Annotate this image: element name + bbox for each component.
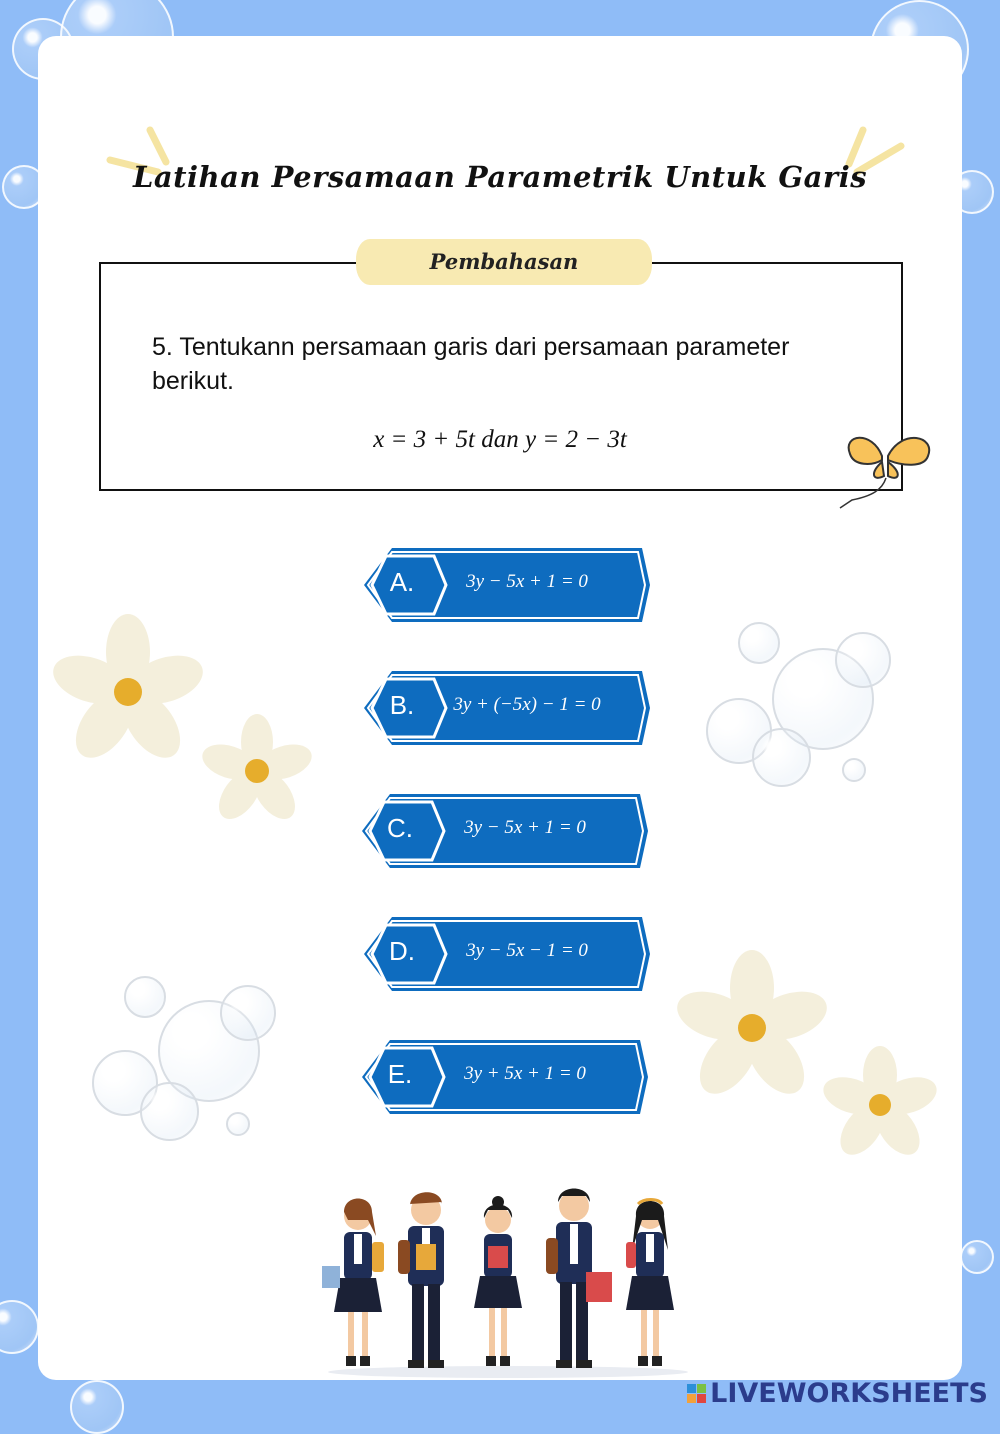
- question-formula: x = 3 + 5t dan y = 2 − 3t: [373, 426, 627, 453]
- liveworksheets-logo-icon: [687, 1384, 706, 1403]
- option-letter: E.: [387, 1059, 413, 1089]
- bubble-decoration: [0, 1300, 39, 1354]
- bubble-decoration: [70, 1380, 124, 1434]
- option-d-button[interactable]: [362, 915, 652, 993]
- bubble-decoration: [842, 758, 866, 782]
- bubble-decoration: [738, 622, 780, 664]
- student-figure: [546, 1189, 612, 1369]
- bubble-decoration: [960, 1240, 994, 1274]
- logo-text: LIVEWORKSHEETS: [710, 1378, 988, 1409]
- option-equation: 3y − 5x + 1 = 0: [466, 571, 588, 592]
- option-a-button[interactable]: [362, 546, 652, 624]
- question-text: 5. Tentukann persamaan garis dari persamaan parameter berikut.: [152, 333, 790, 395]
- student-figure: [398, 1192, 444, 1368]
- bubble-decoration: [752, 728, 811, 787]
- bubble-decoration: [220, 985, 276, 1041]
- option-b-button[interactable]: [362, 669, 652, 747]
- daisy-flower-icon: [820, 1045, 940, 1165]
- bubble-decoration: [124, 976, 166, 1018]
- option-letter: A.: [389, 567, 415, 597]
- option-equation: 3y − 5x − 1 = 0: [466, 940, 588, 961]
- student-figure: [322, 1199, 384, 1367]
- option-e-button[interactable]: [360, 1038, 650, 1116]
- option-letter: C.: [387, 813, 413, 843]
- section-label: Pembahasan: [356, 239, 652, 285]
- option-letter: D.: [389, 936, 415, 966]
- butterfly-icon: [832, 420, 947, 520]
- daisy-flower-icon: [672, 948, 832, 1108]
- bubble-decoration: [226, 1112, 250, 1136]
- option-equation: 3y − 5x + 1 = 0: [464, 817, 586, 838]
- student-figure: [626, 1200, 674, 1367]
- students-illustration: [318, 1180, 698, 1380]
- bubble-decoration: [835, 632, 891, 688]
- student-figure: [474, 1196, 522, 1366]
- page-title: Latihan Persamaan Parametrik Untuk Garis: [132, 160, 868, 194]
- option-equation: 3y + (−5x) − 1 = 0: [453, 694, 601, 715]
- daisy-flower-icon: [198, 712, 316, 830]
- daisy-flower-icon: [48, 612, 208, 772]
- option-equation: 3y + 5x + 1 = 0: [464, 1063, 586, 1084]
- liveworksheets-logo: [687, 1378, 988, 1409]
- option-c-button[interactable]: [360, 792, 650, 870]
- bubble-decoration: [140, 1082, 199, 1141]
- option-letter: B.: [389, 690, 415, 720]
